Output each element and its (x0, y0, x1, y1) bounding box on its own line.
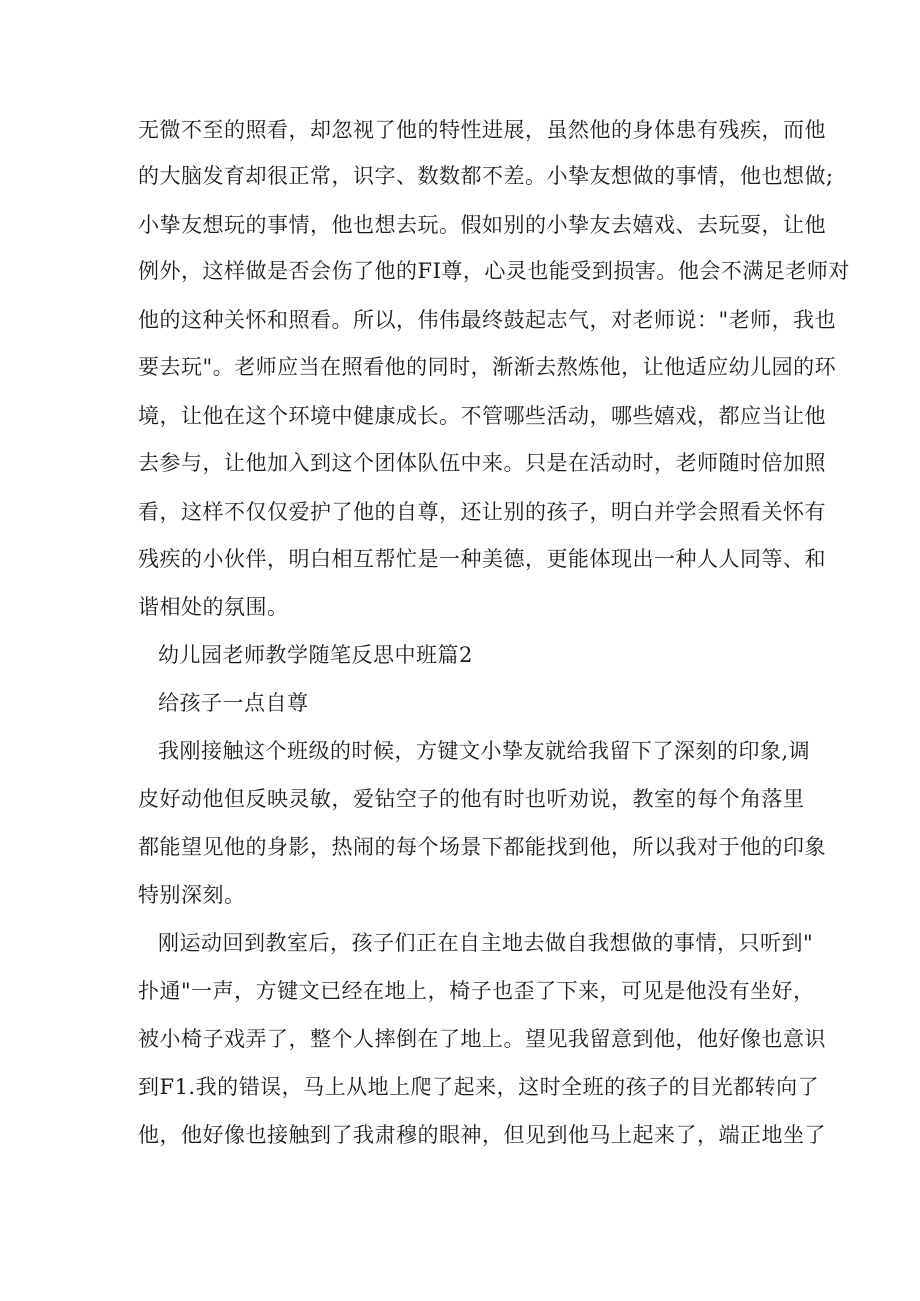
body-text-line: 谐相处的氛围。 (138, 595, 289, 619)
body-text-line: 去参与，让他加入到这个团体队伍中来。只是在活动时，老师随时倍加照 (138, 451, 826, 475)
body-text-line: 我刚接触这个班级的时候，方键文小挚友就给我留下了深刻的印象,调 (158, 739, 811, 763)
body-text-line: 他的这种关怀和照看。所以，伟伟最终鼓起志气，对老师说："老师，我也 (138, 308, 837, 332)
body-text-line: 的大脑发育却很正常，识字、数数都不差。小挚友想做的事情，他也想做; (138, 164, 834, 188)
body-text-line: 要去玩"。老师应当在照看他的同时，渐渐去熬炼他，让他适应幼儿园的环 (138, 355, 837, 379)
body-text-line: 都能望见他的身影，热闹的每个场景下都能找到他，所以我对于他的印象 (138, 835, 826, 859)
body-text-line: 被小椅子戏弄了，整个人摔倒在了地上。望见我留意到他，他好像也意识 (138, 1027, 826, 1051)
body-text-line: 例外，这样做是否会伤了他的FI尊，心灵也能受到损害。他会不满足老师对 (138, 259, 850, 283)
body-text-line: 到F1.我的错误，马上从地上爬了起来，这时全班的孩子的目光都转向了 (138, 1075, 820, 1099)
body-text-line: 看，这样不仅仅爱护了他的自尊，还让别的孩子，明白并学会照看关怀有 (138, 500, 826, 524)
section-heading: 幼儿园老师教学随笔反思中班篇2 (158, 643, 473, 667)
body-text-line: 小挚友想玩的事情，他也想去玩。假如别的小挚友去嬉戏、去玩耍，让他 (138, 213, 826, 237)
body-text-line: 特别深刻。 (138, 883, 246, 907)
body-text-line: 残疾的小伙伴，明白相互帮忙是一种美德，更能体现出一种人人同等、和 (138, 547, 826, 571)
body-text-line: 扑通"一声，方键文已经在地上，椅子也歪了下来，可见是他没有坐好， (138, 979, 815, 1003)
body-text-line: 皮好动他但反映灵敏，爱钻空子的他有时也听劝说，教室的每个角落里 (138, 787, 805, 811)
body-text-line: 他，他好像也接触到了我肃穆的眼神，但见到他马上起来了，端正地坐了 (138, 1123, 826, 1147)
body-text-line: 境，让他在这个环境中健康成长。不管哪些活动，哪些嬉戏，都应当让他 (138, 404, 826, 428)
body-text-line: 刚运动回到教室后，孩子们正在自主地去做自我想做的事情，只听到" (158, 931, 814, 955)
body-text-line: 无微不至的照看，却忽视了他的特性进展，虽然他的身体患有残疾，而他 (138, 118, 826, 142)
article-title: 给孩子一点自尊 (158, 691, 309, 715)
